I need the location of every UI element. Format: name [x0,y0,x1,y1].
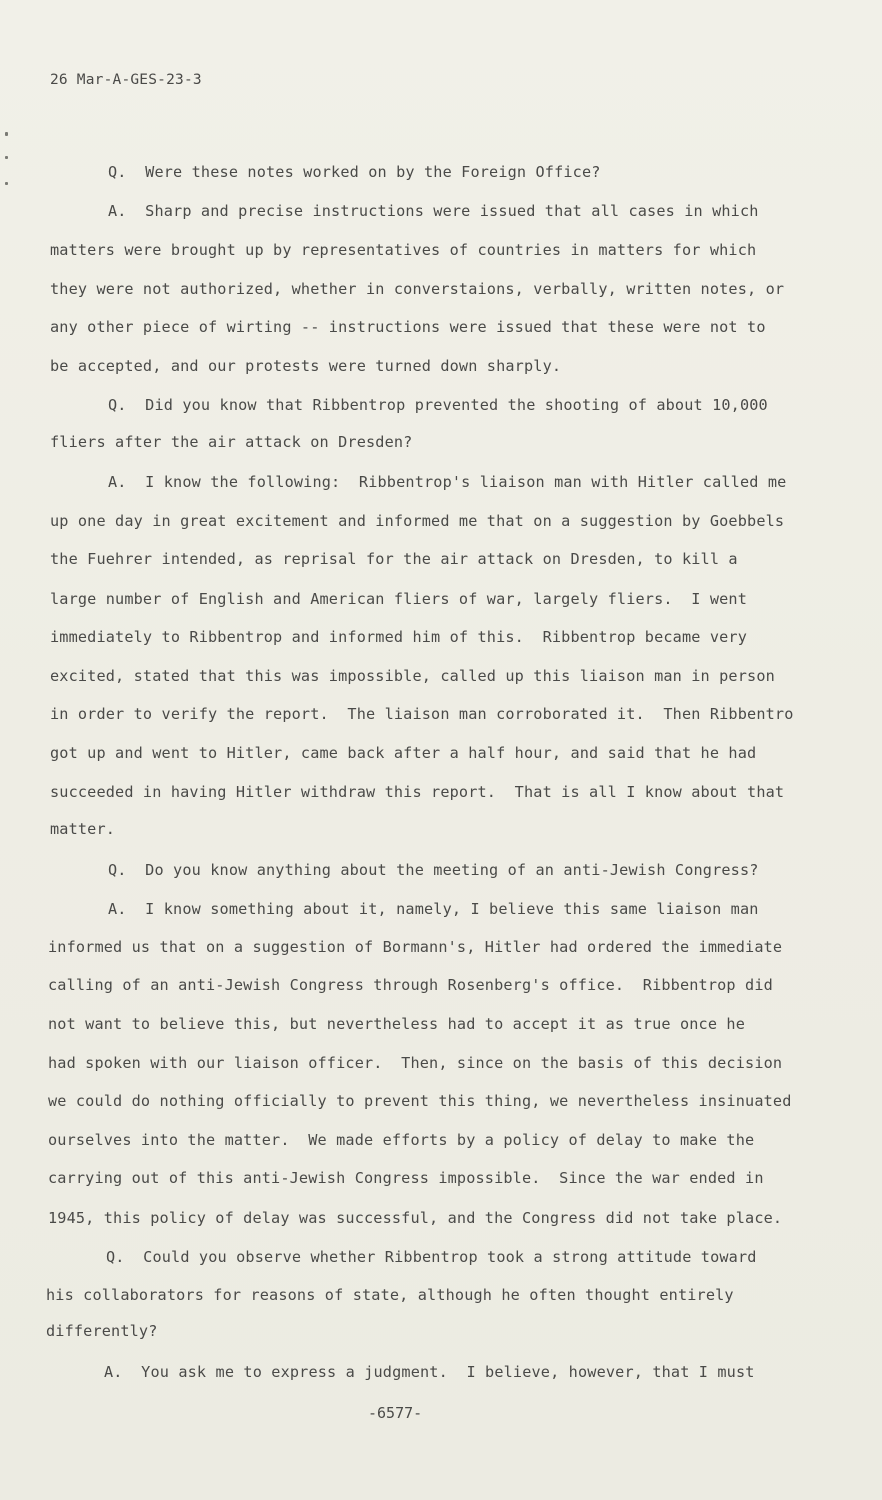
text-line: immediately to Ribbentrop and informed him of this. Ribbentrop became very [50,628,748,646]
text-line: large number of English and American fliers of war, largely fliers. I went [50,590,748,608]
text-line: matter. [50,820,116,838]
text-line: they were not authorized, whether in converstaions, verbally, written notes, or [50,280,785,298]
text-line: got up and went to Hitler, came back after a half hour, and said that he had [50,744,757,762]
text-line: informed us that on a suggestion of Bormann's, Hitler had ordered the immediate [48,938,783,956]
text-line: matters were brought up by representatives of countries in matters for which [50,241,757,259]
text-line: be accepted, and our protests were turned down sharply. [50,357,562,375]
text-line: not want to believe this, but nevertheless had to accept it as true once he [48,1015,746,1033]
text-line: we could do nothing officially to prevent this thing, we nevertheless insinuated [48,1092,792,1110]
text-line: fliers after the air attack on Dresden? [50,433,413,451]
text-line: differently? [46,1322,158,1340]
text-line: carrying out of this anti-Jewish Congress impossible. Since the war ended in [48,1169,764,1187]
text-line: A. Sharp and precise instructions were issued that all cases in which [108,202,759,220]
text-line: any other piece of wirting -- instructions were issued that these were not to [50,318,766,336]
text-line: Q. Could you observe whether Ribbentrop took a strong attitude toward [106,1248,757,1266]
text-line: 1945, this policy of delay was successful, and the Congress did not take place. [48,1209,783,1227]
text-line: Q. Were these notes worked on by the Foreign Office? [108,163,601,181]
page-number: -6577- [368,1404,423,1422]
text-line: A. You ask me to express a judgment. I believe, however, that I must [104,1363,755,1381]
text-line: ourselves into the matter. We made efforts by a policy of delay to make the [48,1131,755,1149]
text-line: had spoken with our liaison officer. Then, since on the basis of this decision [48,1054,783,1072]
text-line: up one day in great excitement and informed me that on a suggestion by Goebbels [50,512,785,530]
margin-mark [5,132,8,136]
text-line: A. I know the following: Ribbentrop's liaison man with Hitler called me [108,473,787,491]
text-line: excited, stated that this was impossible, called up this liaison man in person [50,667,775,685]
text-line: Q. Did you know that Ribbentrop prevented the shooting of about 10,000 [108,396,768,414]
document-reference: 26 Mar-A-GES-23-3 [50,72,202,88]
text-line: succeeded in having Hitler withdraw this report. That is all I know about that [50,783,785,801]
text-line: his collaborators for reasons of state, although he often thought entirely [46,1286,734,1304]
margin-mark [5,156,8,159]
text-line: the Fuehrer intended, as reprisal for the air attack on Dresden, to kill a [50,550,738,568]
text-line: in order to verify the report. The liaison man corroborated it. Then Ribbentro [50,705,794,723]
text-line: calling of an anti-Jewish Congress through Rosenberg's office. Ribbentrop did [48,976,773,994]
margin-mark [5,182,8,185]
text-line: A. I know something about it, namely, I believe this same liaison man [108,900,759,918]
text-line: Q. Do you know anything about the meeting of an anti-Jewish Congress? [108,861,759,879]
